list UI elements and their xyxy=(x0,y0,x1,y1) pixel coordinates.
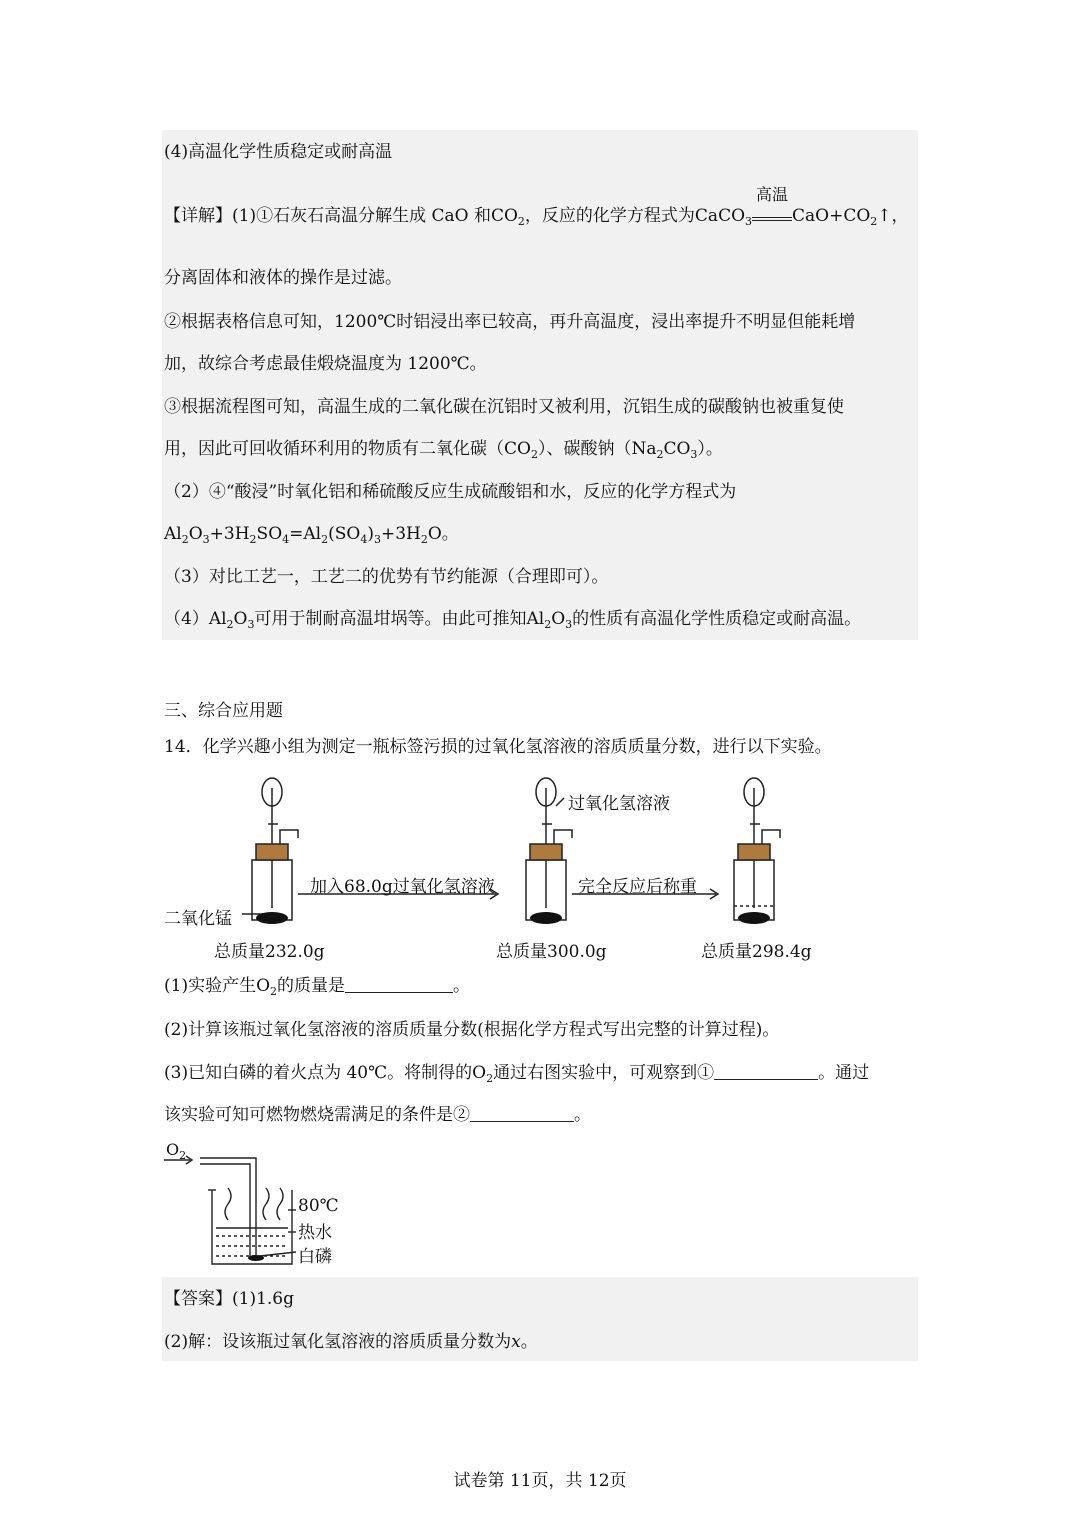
label-h2o2: 过氧化氢溶液 xyxy=(568,794,670,814)
detail-line-8: （3）对比工艺一，工艺二的优势有节约能源（合理即可）。 xyxy=(164,567,609,587)
detail-line-5: ③根据流程图可知，高温生成的二氧化碳在沉铝时又被利用，沉铝生成的碳酸钠也被重复使 xyxy=(164,397,844,417)
arrow-label-1: 加入68.0g过氧化氢溶液 xyxy=(310,877,495,897)
detail-line-3: ②根据表格信息可知，1200℃时铝浸出率已较高，再升高温度，浸出率提升不明显但能耗增 xyxy=(164,312,856,332)
section-heading: 三、综合应用题 xyxy=(164,701,283,721)
reaction-condition: 高温 xyxy=(752,209,792,221)
detail-line-6: 用，因此可回收循环利用的物质有二氧化碳$(CO_2)$、碳酸钠$(Na_2CO_3)$。 xyxy=(164,439,723,461)
label-mno2: 二氧化锰 xyxy=(164,909,232,929)
page-footer: 试卷第 11页，共 12页 xyxy=(453,1471,627,1491)
mass-1: 总质量232.0g xyxy=(214,942,325,962)
answer-line: 【答案】(1)1.6g xyxy=(164,1289,294,1309)
label-o2: $O_2$ xyxy=(166,1140,187,1162)
question-14: 14．化学兴趣小组为测定一瓶标签污损的过氧化氢溶液的溶质质量分数，进行以下实验。 xyxy=(164,737,832,757)
sub-question-2: (2)计算该瓶过氧化氢溶液的溶质质量分数(根据化学方程式写出完整的计算过程)。 xyxy=(164,1020,780,1040)
equation-line: $Al_2O_3+3H_2SO_4=Al_2(SO_4)_3+3H_2O$。 xyxy=(164,524,459,546)
mass-2: 总质量300.0g xyxy=(496,942,607,962)
detail-line-4: 加，故综合考虑最佳煅烧温度为 1200℃。 xyxy=(164,354,487,374)
label-80c: 80℃ xyxy=(298,1196,339,1216)
sub-question-3-cont: 该实验可知可燃物燃烧需满足的条件是② 。 xyxy=(164,1105,591,1125)
sub-question-1: (1)实验产生$O_2$的质量是 。 xyxy=(164,976,471,998)
mass-3: 总质量298.4g xyxy=(701,942,812,962)
detail-line-7: （2）④“酸浸”时氧化铝和稀硫酸反应生成硫酸铝和水，反应的化学方程式为 xyxy=(164,482,737,502)
label-hot-water: 热水 xyxy=(298,1223,332,1243)
detail-line-2: 分离固体和液体的操作是过滤。 xyxy=(164,268,402,288)
sub-question-3: (3)已知白磷的着火点为 40℃。将制得的$O_2$通过右图实验中，可观察到① 。通过 xyxy=(164,1063,870,1085)
part4-heading: (4)高温化学性质稳定或耐高温 xyxy=(164,142,393,162)
arrow-label-2: 完全反应后称重 xyxy=(578,877,697,897)
solution-line: (2)解：设该瓶过氧化氢溶液的溶质质量分数为x。 xyxy=(164,1332,538,1352)
label-white-phosphorus: 白磷 xyxy=(298,1247,332,1267)
detail-line-1: 【详解】(1)①石灰石高温分解生成 CaO 和$CO_2$，反应的化学方程式为CaCO$_3$ 高温 $CaO+CO_2↑$， xyxy=(164,185,909,228)
detail-line-9: $(4)Al_2O_3$可用于制耐高温坩埚等。由此可推知$Al_2O_3$的性质有高温化学性质稳定或耐高温。 xyxy=(164,609,862,631)
